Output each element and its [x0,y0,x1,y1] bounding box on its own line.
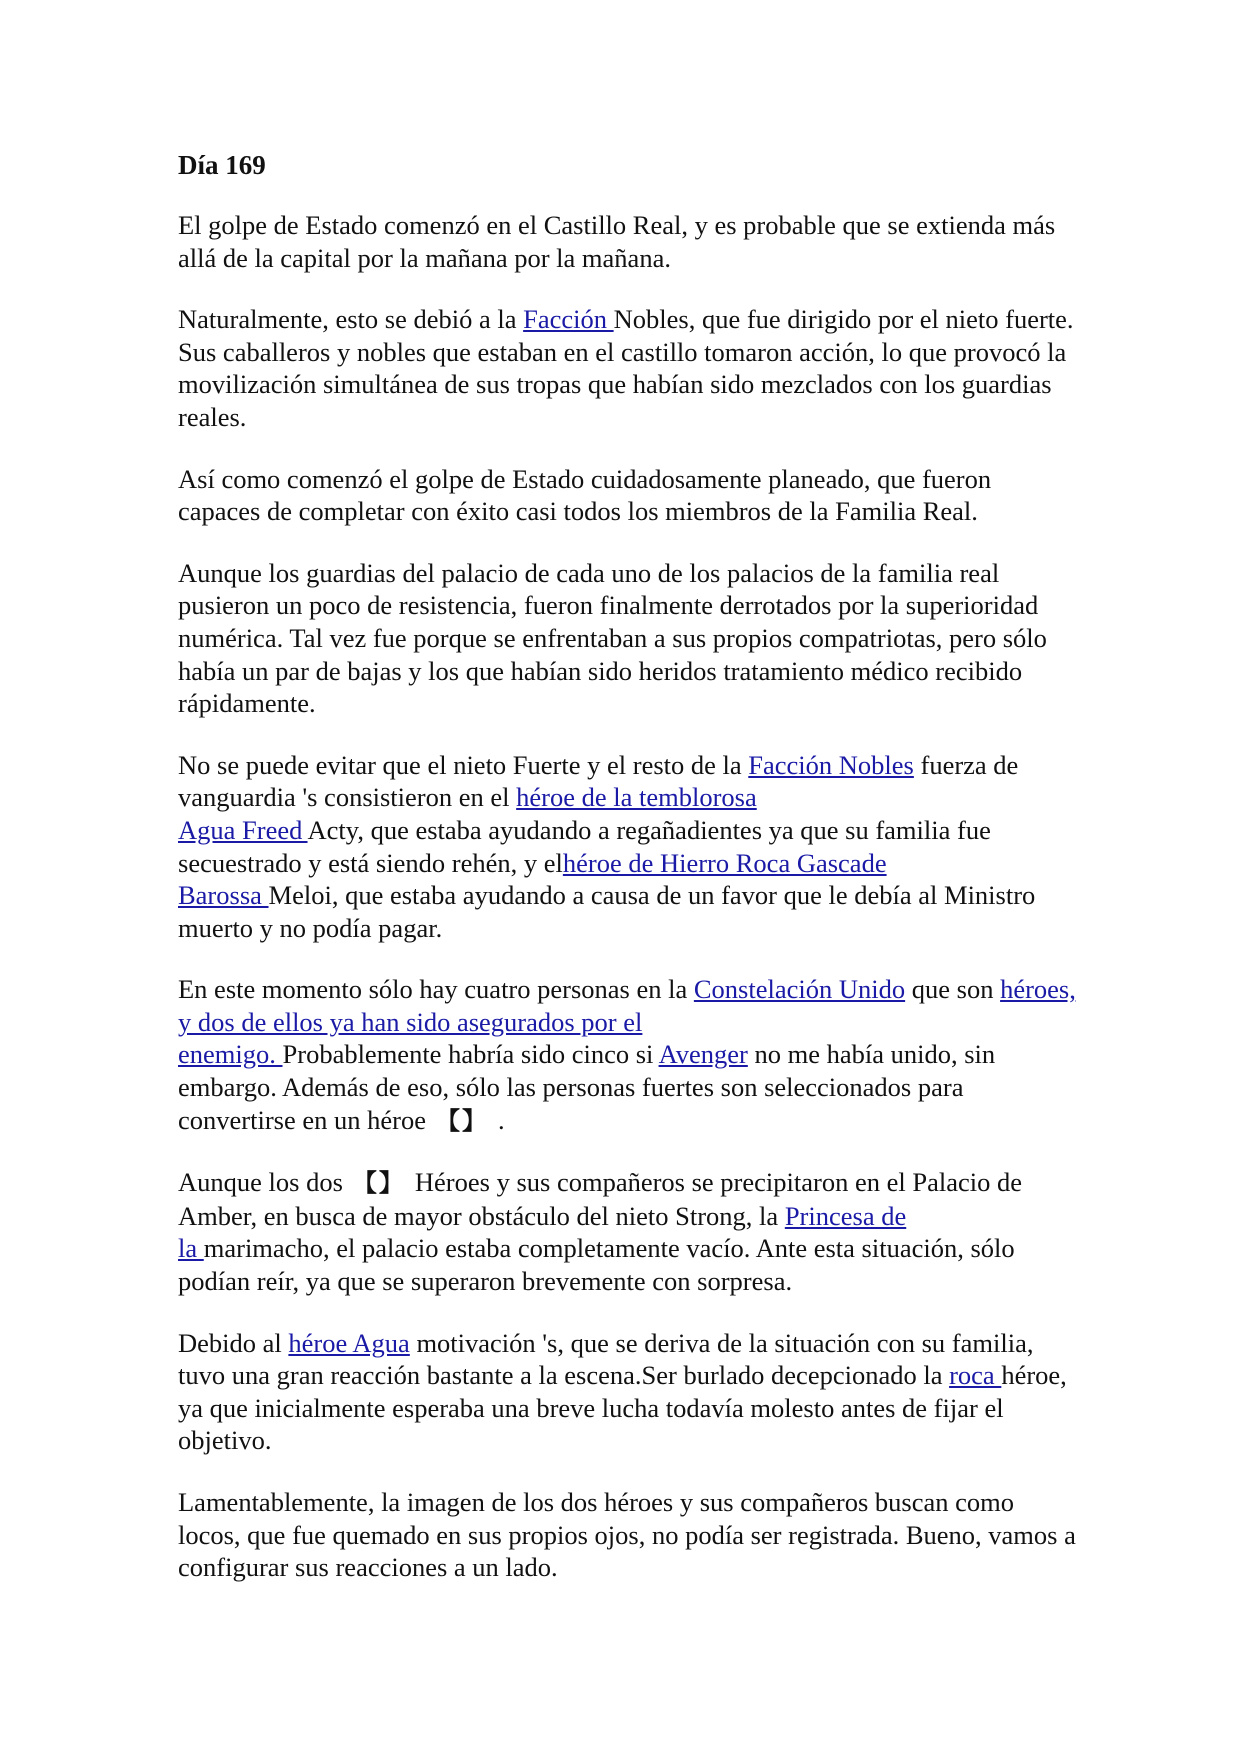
paragraph-text: Naturalmente, esto se debió a la [178,304,524,335]
paragraph-8 [178,1327,1078,1457]
bracket-symbol: 【】 [435,1106,488,1135]
paragraph-text: En este momento sólo hay cuatro personas en la [178,974,694,1005]
link-heroes-asegurados-part1[interactable]: héroes, y dos de ellos ya han sido asegurados por el [178,974,1076,1037]
paragraph-text: Héroes y sus compañeros se precipitaron en el Palacio de Amber, en busca de mayor obstáculo del nieto Strong, la [178,1167,1022,1231]
link-roca[interactable]: roca [949,1360,1002,1391]
paragraph-text: marimacho, el palacio estaba completamente vacío. Ante esta situación, sólo podían reír, ya que se superaron brevemente con sorpresa. [178,1233,1015,1297]
paragraph-text: Nobles, que fue dirigido por el nieto fuerte. Sus caballeros y nobles que estaban en el castillo tomaron acción, lo que provocó la movilización simultánea de sus tropas que habían sido mezclados con los guardias reales. [178,304,1074,432]
bracket-symbol: 【】 [352,1169,405,1198]
paragraph-text: no me había unido, sin embargo. Además de eso, sólo las personas fuertes son seleccionados para convertirse en un héroe [178,1039,996,1135]
paragraph-4: Aunque los guardias del palacio de cada uno de los palacios de la familia real pusieron un poco de resistencia, fueron finalmente derrotados por la superioridad numérica. Tal vez fue porque se enfrentaban a sus propios compatriotas, pero sólo había un par de bajas y los que habían sido heridos tratamiento médico recibido rápidamente. [178,557,1047,719]
paragraph-text: héroe, ya que inicialmente esperaba una breve lucha todavía molesto antes de fijar el objetivo. [178,1360,1067,1456]
link-faccion[interactable]: Facción [523,304,614,335]
link-heroe-agua[interactable]: héroe Agua [288,1327,410,1358]
link-heroes-asegurados-part2[interactable]: enemigo. [178,1039,283,1070]
link-heroe-agua-part1[interactable]: héroe de la temblorosa [516,782,757,813]
link-avenger[interactable]: Avenger [658,1039,748,1070]
paragraph-text: Acty, que estaba ayudando a regañadientes ya que su familia fue secuestrado y está siendo rehén, y el [178,814,991,878]
paragraph-text: Debido al [178,1327,289,1358]
paragraph-7 [178,1166,1078,1297]
paragraph-text: Meloi, que estaba ayudando a causa de un favor que le debía al Ministro muerto y no podía pagar. [178,880,1036,943]
link-constelacion-unido[interactable]: Constelación Unido [693,974,906,1005]
paragraph-9: Lamentablemente, la imagen de los dos héroes y sus compañeros buscan como locos, que fue quemado en sus propios ojos, no podía ser registrada. Bueno, vamos a configurar sus reacciones a un lado. [178,1487,1076,1583]
document-page [178,142,1078,1613]
paragraph-1: El golpe de Estado comenzó en el Castillo Real, y es probable que se extienda más allá de la capital por la mañana por la mañana. [178,210,1056,273]
paragraph-2 [178,303,1078,433]
link-heroe-hierro-part1[interactable]: héroe de Hierro Roca Gascade [562,847,887,878]
paragraph-6 [178,973,1078,1137]
paragraph-text: que son [905,974,1001,1005]
link-faccion-nobles[interactable]: Facción Nobles [748,749,914,780]
paragraph-text: fuerza de vanguardia 's consistieron en el [178,749,1019,813]
paragraph-text: Probablemente habría sido cinco si [282,1039,659,1070]
paragraph-text: Aunque los dos [178,1167,343,1198]
paragraph-text: No se puede evitar que el nieto Fuerte y el resto de la [178,749,749,780]
paragraph-text: . [497,1104,505,1135]
page-title: Día 169 [178,150,266,180]
paragraph-5 [178,749,1078,945]
paragraph-text: motivación 's, que se deriva de la situación con su familia, tuvo una gran reacción bastante a la escena.Ser burlado decepcionado la [178,1327,1034,1391]
link-princesa-part2[interactable]: la [178,1233,204,1264]
paragraph-3: Así como comenzó el golpe de Estado cuidadosamente planeado, que fueron capaces de completar con éxito casi todos los miembros de la Familia Real. [178,463,992,527]
link-princesa-part1[interactable]: Princesa de [784,1200,907,1231]
link-heroe-hierro-part2[interactable]: Barossa [178,880,269,911]
link-heroe-agua-part2[interactable]: Agua Freed [178,814,308,845]
